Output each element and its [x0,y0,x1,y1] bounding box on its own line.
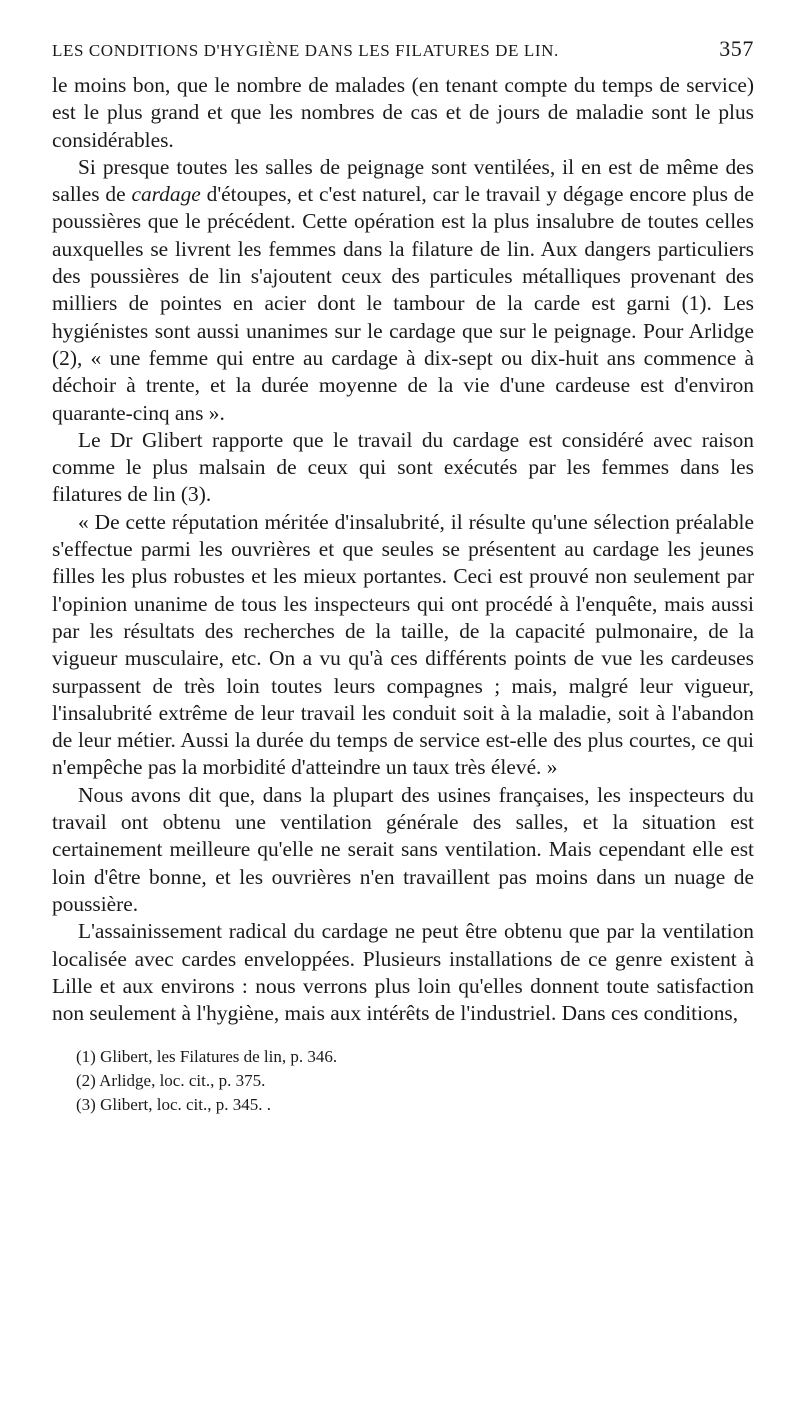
page-number: 357 [719,36,754,61]
paragraph-3: Le Dr Glibert rapporte que le travail du cardage est considéré avec raison comme le plus malsain de ceux qui sont exécutés par les femmes dans les filatures de lin (3). [52,427,754,507]
italic-term: cardage [131,182,201,207]
running-head [52,36,754,72]
paragraph-5: Nous avons dit que, dans la plupart des usines françaises, les inspecteurs du travail ont obtenu une ventilation générale des salles, et la situation est certainement meilleure qu'elle ne serait sans ventilation. Mais cependant elle est loin d'être bonne, et les ouvrières n'en travaillent pas moins dans un nuage de poussière. [52,782,754,916]
paragraph-4: « De cette réputation méritée d'insalubrité, il résulte qu'une sélection préalable s'effectue parmi les ouvrières et que seules se présentent au cardage les jeunes filles les plus robustes et les mieux portantes. Ceci est prouvé non seulement par l'opinion unanime de tous les inspecteurs qui ont procédé à l'enquête, mais aussi par les résultats des recherches de la taille, de la capacité pulmonaire, de la vigueur musculaire, etc. On a vu qu'à ces différents points de vue les cardeuses surpassent de très loin toutes leurs compagnes ; mais, malgré leur vigueur, l'insalubrité extrême de leur travail les conduit soit à la maladie, soit à l'abandon de leur métier. Aussi la durée du temps de service est-elle des plus courtes, ce qui n'empêche pas la morbidité d'atteindre un taux très élevé. » [52,509,754,780]
footnotes [52,1045,754,1117]
body-text [52,72,754,1027]
footnote-2: (2) Arlidge, loc. cit., p. 375. [76,1071,266,1091]
running-title: LES CONDITIONS D'HYGIÈNE DANS LES FILATURES DE LIN. [52,41,559,60]
footnote-3: (3) Glibert, loc. cit., p. 345. . [76,1095,271,1115]
footnote-1: (1) Glibert, les Filatures de lin, p. 346. [76,1047,338,1067]
paragraph-2: Si presque toutes les salles de peignage sont ventilées, il en est de même des salles de cardage d'étoupes, et c'est naturel, car le travail y dégage encore plus de poussières que le précédent. Cette opération est la plus insalubre de toutes celles auxquelles se livrent les femmes dans la filature de lin. Aux dangers particuliers des poussières de lin s'ajoutent ceux des particules métalliques provenant des milliers de pointes en acier dont le tambour de la carde est garni (1). Les hygiénistes sont aussi unanimes sur le cardage que sur le peignage. Pour Arlidge (2), « une femme qui entre au cardage à dix-sept ou dix-huit ans commence à déchoir à trente, et la durée moyenne de la vie d'une cardeuse est d'environ quarante-cinq ans ». [52,154,754,425]
paragraph-6: L'assainissement radical du cardage ne peut être obtenu que par la ventilation localisée avec cardes enveloppées. Plusieurs installations de ce genre existent à Lille et aux environs : nous verrons plus loin qu'elles donnent toute satisfaction non seulement à l'hygiène, mais aux intérêts de l'industriel. Dans ces conditions, [52,919,754,1026]
paragraph-1: le moins bon, que le nombre de malades (en tenant compte du temps de service) est le plus grand et que les nombres de cas et de jours de maladie sont le plus considérables. [52,73,754,152]
